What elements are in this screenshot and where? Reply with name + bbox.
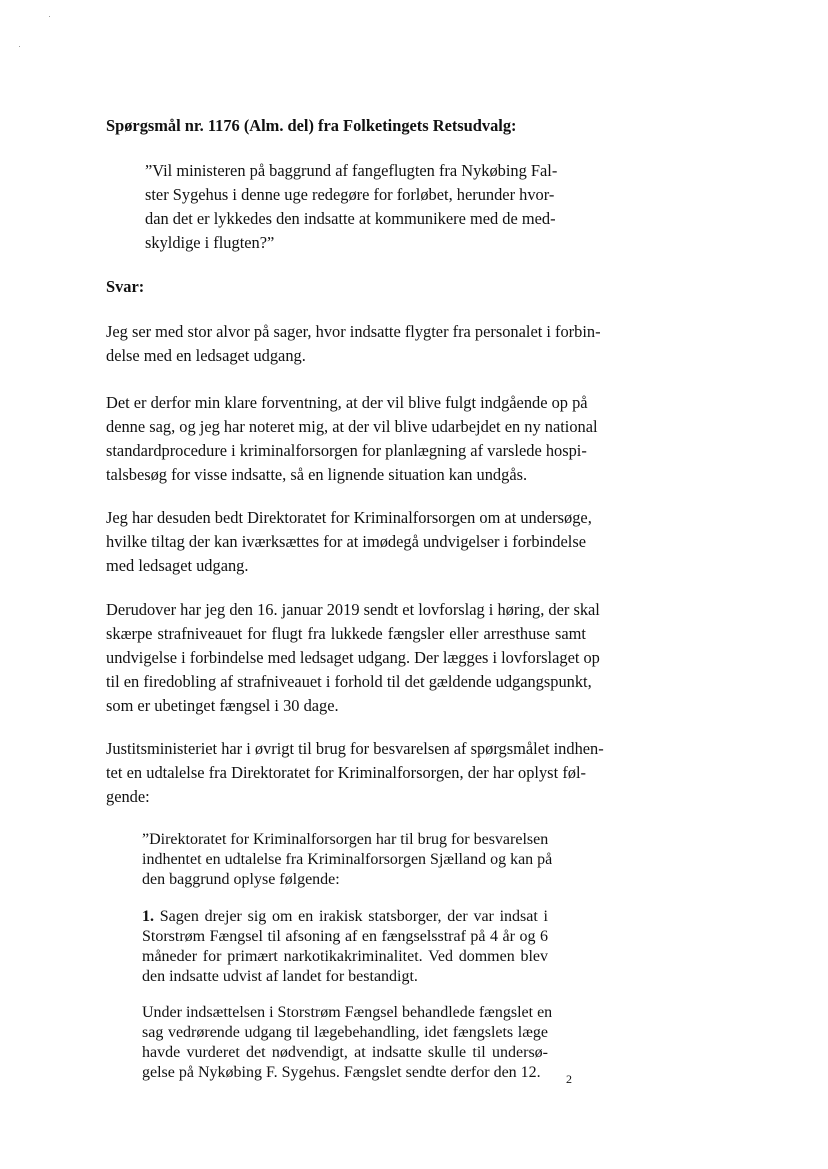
scan-speck [19, 46, 20, 47]
paragraph-line: Justitsministeriet har i øvrigt til brug for besvarelsen af spørgsmålet indhen- [106, 739, 604, 758]
paragraph-line: talsbesøg for visse indsatte, så en lignende situation kan undgås. [106, 465, 528, 484]
quote-line: sag vedrørende udgang til lægebehandling, idet fængslets læge [142, 1024, 548, 1041]
quote-line: indhentet en udtalelse fra Kriminalforsorgen Sjælland og kan på [142, 851, 553, 868]
quote-line: den baggrund oplyse følgende: [142, 871, 340, 888]
paragraph-line: gende: [106, 787, 150, 806]
question-line: skyldige i flugten?” [145, 233, 275, 252]
page-number: 2 [566, 1072, 572, 1086]
paragraph-line: denne sag, og jeg har noteret mig, at der vil blive udarbejdet en ny national [106, 417, 598, 436]
quote-line: havde vurderet det nødvendigt, at indsatte skulle til undersø- [142, 1044, 548, 1061]
paragraph-line: tet en udtalelse fra Direktoratet for Kriminalforsorgen, der har oplyst føl- [106, 763, 586, 782]
paragraph-line: til en firedobling af strafniveauet i forhold til det gældende udgangspunkt, [106, 672, 592, 691]
question-line: dan det er lykkedes den indsatte at kommunikere med de med- [145, 209, 556, 228]
quote-line: Storstrøm Fængsel til afsoning af en fængselsstraf på 4 år og 6 [142, 928, 548, 945]
paragraph-line: Jeg ser med stor alvor på sager, hvor indsatte flygter fra personalet i forbin- [106, 322, 601, 341]
paragraph-line: Jeg har desuden bedt Direktoratet for Kriminalforsorgen om at undersøge, [106, 508, 592, 527]
question-line: ”Vil ministeren på baggrund af fangeflugten fra Nykøbing Fal- [145, 161, 558, 180]
quote-line: gelse på Nykøbing F. Sygehus. Fængslet sendte derfor den 12. [142, 1064, 541, 1081]
paragraph-line: med ledsaget udgang. [106, 556, 249, 575]
list-number: 1. [142, 908, 154, 925]
scan-speck [49, 16, 50, 17]
quote-line: Under indsættelsen i Storstrøm Fængsel behandlede fængslet en [142, 1004, 553, 1021]
quote-line: den indsatte udvist af landet for bestandigt. [142, 968, 418, 985]
paragraph-line: hvilke tiltag der kan iværksættes for at imødegå undvigelser i forbindelse [106, 532, 586, 551]
quote-line: 1. Sagen drejer sig om en irakisk statsborger, der var indsat i [142, 908, 549, 925]
paragraph-line: skærpe strafniveauet for flugt fra lukkede fængsler eller arresthuse samt [106, 624, 586, 643]
paragraph-line: undvigelse i forbindelse med ledsaget udgang. Der lægges i lovforslaget op [106, 648, 600, 667]
paragraph-line: Det er derfor min klare forventning, at der vil blive fulgt indgående op på [106, 393, 588, 412]
quote-line: ”Direktoratet for Kriminalforsorgen har til brug for besvarelsen [142, 831, 549, 848]
quote-line: måneder for primært narkotikakriminalitet. Ved dommen blev [142, 948, 548, 965]
paragraph-line: standardprocedure i kriminalforsorgen for planlægning af varslede hospi- [106, 441, 587, 460]
paragraph-line: som er ubetinget fængsel i 30 dage. [106, 696, 339, 715]
question-line: ster Sygehus i denne uge redegøre for forløbet, herunder hvor- [145, 185, 555, 204]
paragraph-line: delse med en ledsaget udgang. [106, 346, 306, 365]
question-heading: Spørgsmål nr. 1176 (Alm. del) fra Folketingets Retsudvalg: [106, 116, 517, 135]
paragraph-line: Derudover har jeg den 16. januar 2019 sendt et lovforslag i høring, der skal [106, 600, 600, 619]
answer-heading: Svar: [106, 277, 145, 296]
